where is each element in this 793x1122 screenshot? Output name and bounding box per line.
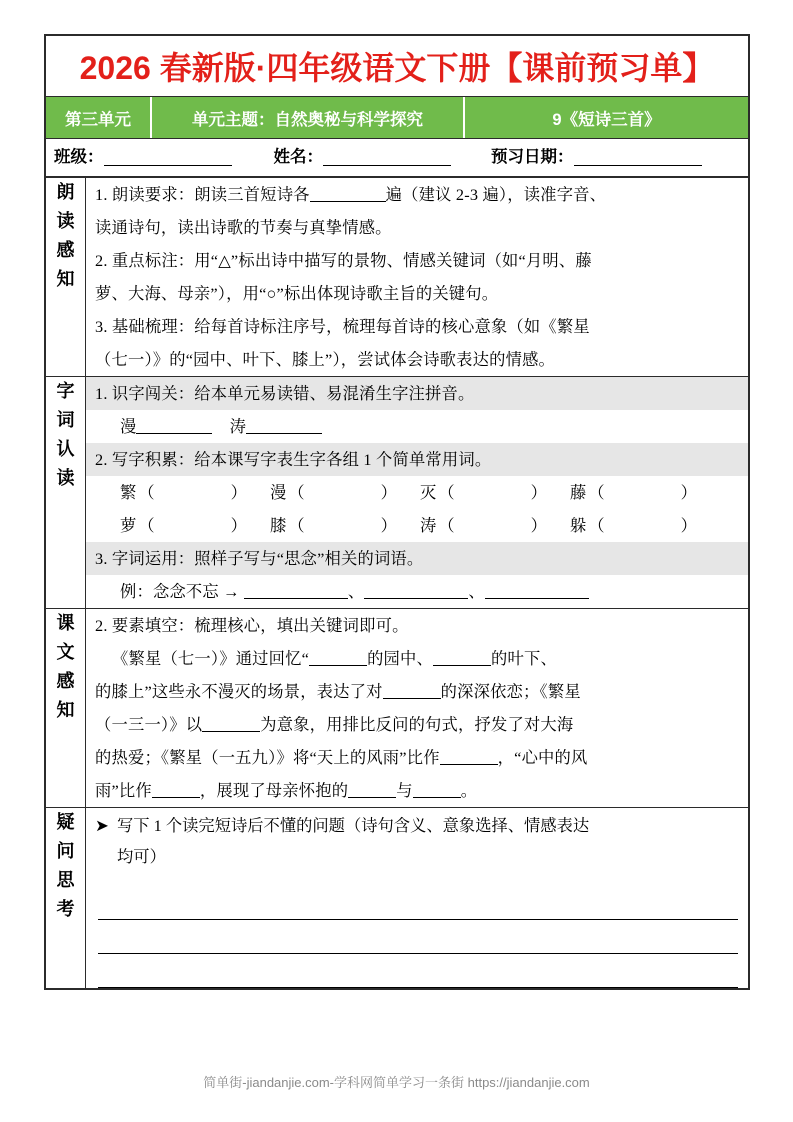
question-text-1: 写下 1 个读完短诗后不懂的问题（诗句含义、意象选择、情感表达: [117, 816, 590, 835]
comp-line-2: [86, 642, 748, 675]
comp-line-4: [86, 708, 748, 741]
char-glyph: 膝: [270, 516, 287, 535]
label-char: 思: [56, 870, 75, 891]
student-info-row: [44, 138, 750, 176]
char-cell[interactable]: 膝 （ ）: [270, 516, 397, 535]
char-glyph: 漫: [270, 483, 287, 502]
comp-text: 的热爱；《繁星（一五九）》将“天上的风雨”比作: [95, 748, 440, 767]
char-glyph: 躲: [570, 516, 587, 535]
lesson-title: 9《短诗三首》: [465, 97, 748, 138]
example-sep-1: 、: [347, 582, 365, 601]
unit-number: 第三单元: [46, 97, 152, 138]
comp-text: 。: [460, 781, 478, 800]
comp-text: 的园中、: [367, 649, 433, 668]
label-char: 知: [56, 269, 75, 290]
table-row-reading: [45, 177, 749, 377]
vocab-example-row: [86, 575, 748, 608]
comp-blank-3[interactable]: [383, 684, 441, 699]
comp-text: ，展现了母亲怀抱的: [199, 781, 349, 800]
char-glyph: 灭: [420, 483, 437, 502]
comp-text: （一三一）》以: [95, 715, 203, 734]
class-input-blank[interactable]: [104, 150, 232, 166]
label-char: 认: [56, 439, 75, 460]
comp-text: 的叶下、: [491, 649, 557, 668]
example-blank-1[interactable]: [244, 584, 348, 599]
pinyin-blank-tao[interactable]: [246, 419, 322, 434]
section-label-vocabulary: [45, 377, 86, 609]
comp-blank-8[interactable]: [413, 783, 461, 798]
example-sep-2: 、: [468, 582, 485, 601]
comp-blank-1[interactable]: [309, 651, 367, 666]
reading-line-5: 3. 基础梳理：给每首诗标注序号，梳理每首诗的核心意象（如《繁星: [95, 317, 590, 336]
worksheet-title-bar: [44, 34, 750, 96]
char-cell[interactable]: 漫 （ ）: [270, 483, 397, 502]
question-text-2: 均可）: [117, 847, 166, 866]
example-blank-3[interactable]: [485, 584, 589, 599]
answer-line[interactable]: [98, 954, 738, 988]
label-char: 读: [56, 468, 75, 489]
worksheet-table: [44, 176, 750, 990]
example-prefix: 例：念念不忘 →: [120, 582, 240, 601]
char-glyph: 繁: [120, 483, 137, 502]
reading-req-text: 1. 朗读要求：朗读三首短诗各: [95, 185, 310, 204]
char-cell[interactable]: 藤 （ ）: [570, 483, 697, 502]
section-body-questions: [86, 808, 750, 990]
comp-line-3: [86, 675, 748, 708]
char-cell[interactable]: 繁 （ ）: [120, 483, 247, 502]
class-field[interactable]: [54, 149, 232, 166]
section-body-comprehension: [86, 609, 750, 808]
name-label: 姓名：: [273, 148, 323, 167]
char-cell[interactable]: 萝 （ ）: [120, 516, 247, 535]
comp-task-line: 2. 要素填空：梳理核心，填出关键词即可。: [95, 616, 409, 635]
label-char: 疑: [56, 812, 75, 832]
comp-blank-4[interactable]: [202, 717, 260, 732]
date-input-blank[interactable]: [574, 150, 702, 166]
label-char: 朗: [56, 182, 75, 202]
comp-blank-6[interactable]: [152, 783, 200, 798]
class-label: 班级：: [54, 148, 104, 167]
section-label-comprehension: [45, 609, 86, 808]
question-prompt: [86, 808, 748, 872]
char-cell[interactable]: 灭 （ ）: [420, 483, 547, 502]
comp-blank-2[interactable]: [433, 651, 491, 666]
table-row-vocabulary: [45, 377, 749, 609]
label-char: 词: [56, 410, 75, 431]
table-row-comprehension: [45, 609, 749, 808]
char-glyph: 萝: [120, 516, 137, 535]
comp-text: 的深深依恋；《繁星: [440, 682, 581, 701]
char-practice-row-2: [86, 509, 748, 542]
unit-header-bar: [44, 96, 750, 138]
answer-line[interactable]: [98, 886, 738, 920]
comp-text: ，“心中的风: [497, 748, 588, 767]
label-char: 问: [56, 841, 75, 862]
table-row-questions: [45, 808, 749, 990]
comp-text: 的膝上”这些永不漫灭的场景，表达了对: [95, 682, 383, 701]
date-label: 预习日期：: [491, 148, 574, 167]
reading-req-text-2: 遍（建议 2-3 遍），读准字音、: [385, 185, 607, 204]
footer-watermark: 简单街-jiandanjie.com-学科网简单学习一条街 https://jiandanjie.com: [203, 1075, 590, 1090]
date-field[interactable]: [491, 149, 702, 166]
section-body-reading: [86, 177, 750, 377]
char-glyph: 藤: [570, 483, 587, 502]
section-label-questions: [45, 808, 86, 990]
name-input-blank[interactable]: [323, 150, 451, 166]
pinyin-char-tao: 涛: [229, 417, 247, 436]
label-char: 字: [56, 381, 75, 401]
worksheet-page: [44, 34, 750, 990]
arrow-bullet-icon: ➤: [95, 816, 109, 835]
label-char: 文: [56, 642, 75, 663]
reading-line-3: 2. 重点标注：用“△”标出诗中描写的景物、情感关键词（如“月明、藤: [95, 251, 592, 270]
comp-line-6: [86, 774, 748, 807]
label-char: 考: [56, 899, 75, 920]
vocab-task-2: 2. 写字积累：给本课写字表生字各组 1 个简单常用词。: [86, 443, 748, 476]
reading-line-2: 读通诗句，读出诗歌的节奏与真挚情感。: [95, 218, 392, 237]
name-field[interactable]: [274, 149, 452, 166]
char-practice-row-1: [86, 476, 748, 509]
comp-line-5: [86, 741, 748, 774]
label-char: 知: [56, 700, 75, 721]
vocab-task-1: 1. 识字闯关：给本单元易读错、易混淆生字注拼音。: [86, 377, 748, 410]
char-cell[interactable]: 涛 （ ）: [420, 516, 547, 535]
comp-text: 雨”比作: [95, 781, 152, 800]
comp-blank-7[interactable]: [348, 783, 396, 798]
vocab-task-3: 3. 字词运用：照样子写与“思念”相关的词语。: [86, 542, 748, 575]
answer-line[interactable]: [98, 920, 738, 954]
label-char: 感: [56, 671, 75, 692]
unit-theme: 单元主题：自然奥秘与科学探究: [152, 97, 465, 138]
label-char: 课: [56, 613, 75, 633]
example-blank-2[interactable]: [364, 584, 468, 599]
comp-text: 为意象，用排比反问的句式，抒发了对大海: [260, 715, 574, 734]
reading-count-blank[interactable]: [310, 187, 386, 202]
char-glyph: 涛: [420, 516, 437, 535]
vocab-pinyin-row: [86, 410, 748, 443]
comp-blank-5[interactable]: [440, 750, 498, 765]
comp-text: 与: [396, 781, 413, 800]
label-char: 感: [56, 240, 75, 261]
section-body-vocabulary: [86, 377, 750, 609]
reading-line-1: [86, 178, 748, 211]
section-label-reading: [45, 177, 86, 377]
reading-line-4: 萝、大海、母亲”），用“○”标出体现诗歌主旨的关键句。: [95, 284, 499, 303]
label-char: 读: [56, 211, 75, 232]
page-title: 2026 春新版·四年级语文下册【课前预习单】: [79, 50, 715, 86]
pinyin-char-man: 漫: [120, 417, 137, 436]
reading-line-6: （七一）》的“园中、叶下、膝上”），尝试体会诗歌表达的情感。: [95, 350, 556, 369]
pinyin-blank-man[interactable]: [136, 419, 212, 434]
char-cell[interactable]: 躲 （ ）: [570, 516, 697, 535]
comp-text: 《繁星（七一）》通过回忆“: [112, 649, 310, 668]
